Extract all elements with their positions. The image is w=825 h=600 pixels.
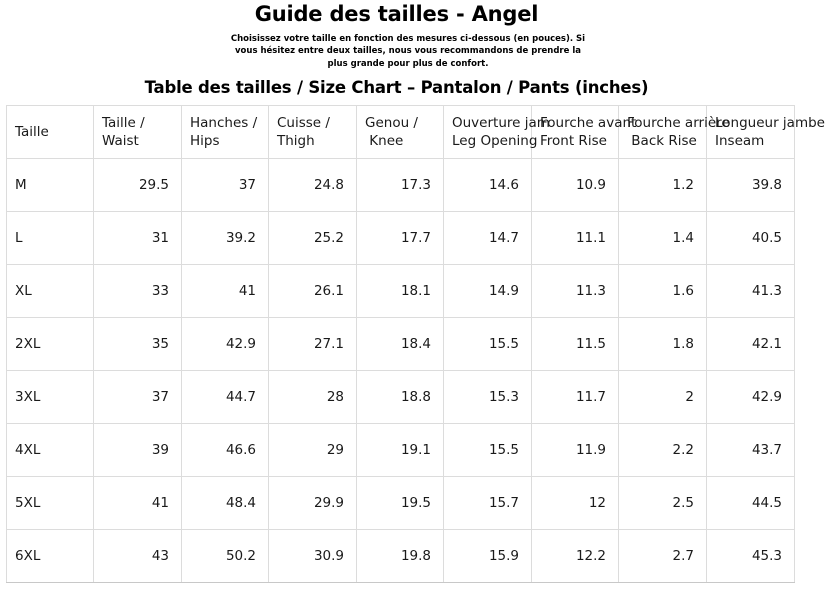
cell-knee: 19.8	[357, 530, 444, 583]
cell-knee: 17.3	[357, 159, 444, 212]
cell-hips: 37	[182, 159, 269, 212]
cell-inseam: 39.8	[707, 159, 795, 212]
cell-front-rise: 11.5	[532, 318, 619, 371]
cell-thigh: 30.9	[269, 530, 357, 583]
table-row	[7, 318, 795, 371]
cell-thigh: 29	[269, 424, 357, 477]
cell-inseam: 42.9	[707, 371, 795, 424]
cell-knee: 18.1	[357, 265, 444, 318]
intro-text: Choisissez votre taille en fonction des mesures ci-dessous (en pouces). Si vous hésitez entre deux tailles, nous vous recommandons de prendre la plus grande pour plus de confort.	[230, 34, 586, 69]
cell-waist: 31	[94, 212, 182, 265]
cell-waist: 37	[94, 371, 182, 424]
cell-front-rise: 11.3	[532, 265, 619, 318]
cell-leg-opening: 15.9	[444, 530, 532, 583]
cell-knee: 19.1	[357, 424, 444, 477]
cell-inseam: 43.7	[707, 424, 795, 477]
cell-front-rise: 12.2	[532, 530, 619, 583]
cell-hips: 42.9	[182, 318, 269, 371]
cell-leg-opening: 15.7	[444, 477, 532, 530]
cell-back-rise: 1.4	[619, 212, 707, 265]
header-knee: Genou / Knee	[357, 106, 444, 159]
cell-front-rise: 10.9	[532, 159, 619, 212]
cell-hips: 41	[182, 265, 269, 318]
cell-size: 6XL	[7, 530, 94, 583]
cell-thigh: 29.9	[269, 477, 357, 530]
cell-size: L	[7, 212, 94, 265]
cell-size: 2XL	[7, 318, 94, 371]
cell-back-rise: 2.7	[619, 530, 707, 583]
cell-front-rise: 11.7	[532, 371, 619, 424]
cell-back-rise: 1.8	[619, 318, 707, 371]
cell-leg-opening: 15.3	[444, 371, 532, 424]
header-inseam: Longueur jambe Inseam	[707, 106, 795, 159]
cell-waist: 29.5	[94, 159, 182, 212]
header-size: Taille	[7, 106, 94, 159]
cell-hips: 39.2	[182, 212, 269, 265]
cell-back-rise: 2	[619, 371, 707, 424]
cell-waist: 41	[94, 477, 182, 530]
cell-front-rise: 11.1	[532, 212, 619, 265]
cell-knee: 17.7	[357, 212, 444, 265]
table-row	[7, 212, 795, 265]
cell-size: 3XL	[7, 371, 94, 424]
cell-thigh: 28	[269, 371, 357, 424]
cell-size: 4XL	[7, 424, 94, 477]
cell-waist: 43	[94, 530, 182, 583]
size-chart-title: Table des tailles / Size Chart – Pantalon / Pants (inches)	[144, 78, 649, 97]
table-header-row	[7, 106, 795, 159]
cell-back-rise: 2.5	[619, 477, 707, 530]
cell-back-rise: 1.6	[619, 265, 707, 318]
cell-leg-opening: 15.5	[444, 424, 532, 477]
cell-hips: 50.2	[182, 530, 269, 583]
cell-thigh: 25.2	[269, 212, 357, 265]
cell-thigh: 26.1	[269, 265, 357, 318]
cell-thigh: 24.8	[269, 159, 357, 212]
cell-inseam: 40.5	[707, 212, 795, 265]
cell-inseam: 42.1	[707, 318, 795, 371]
cell-front-rise: 12	[532, 477, 619, 530]
table-row	[7, 477, 795, 530]
cell-inseam: 41.3	[707, 265, 795, 318]
cell-leg-opening: 14.7	[444, 212, 532, 265]
cell-knee: 19.5	[357, 477, 444, 530]
cell-back-rise: 1.2	[619, 159, 707, 212]
cell-waist: 39	[94, 424, 182, 477]
cell-hips: 46.6	[182, 424, 269, 477]
table-row	[7, 530, 795, 583]
cell-hips: 48.4	[182, 477, 269, 530]
cell-inseam: 44.5	[707, 477, 795, 530]
table-row	[7, 371, 795, 424]
header-waist: Taille / Waist	[94, 106, 182, 159]
cell-inseam: 45.3	[707, 530, 795, 583]
header-front-rise: Fourche avant Front Rise	[532, 106, 619, 159]
cell-size: XL	[7, 265, 94, 318]
cell-leg-opening: 14.9	[444, 265, 532, 318]
cell-waist: 35	[94, 318, 182, 371]
cell-size: M	[7, 159, 94, 212]
page-title: Guide des tailles - Angel	[254, 2, 539, 26]
cell-size: 5XL	[7, 477, 94, 530]
header-thigh: Cuisse / Thigh	[269, 106, 357, 159]
table-row	[7, 159, 795, 212]
table-row	[7, 265, 795, 318]
header-hips: Hanches / Hips	[182, 106, 269, 159]
header-back-rise: Fourche arrière Back Rise	[619, 106, 707, 159]
cell-knee: 18.8	[357, 371, 444, 424]
cell-leg-opening: 14.6	[444, 159, 532, 212]
cell-waist: 33	[94, 265, 182, 318]
cell-thigh: 27.1	[269, 318, 357, 371]
cell-knee: 18.4	[357, 318, 444, 371]
header-leg-opening: Ouverture jam Leg Opening	[444, 106, 532, 159]
cell-hips: 44.7	[182, 371, 269, 424]
cell-leg-opening: 15.5	[444, 318, 532, 371]
cell-back-rise: 2.2	[619, 424, 707, 477]
size-table	[6, 105, 825, 583]
cell-front-rise: 11.9	[532, 424, 619, 477]
table-row	[7, 424, 795, 477]
